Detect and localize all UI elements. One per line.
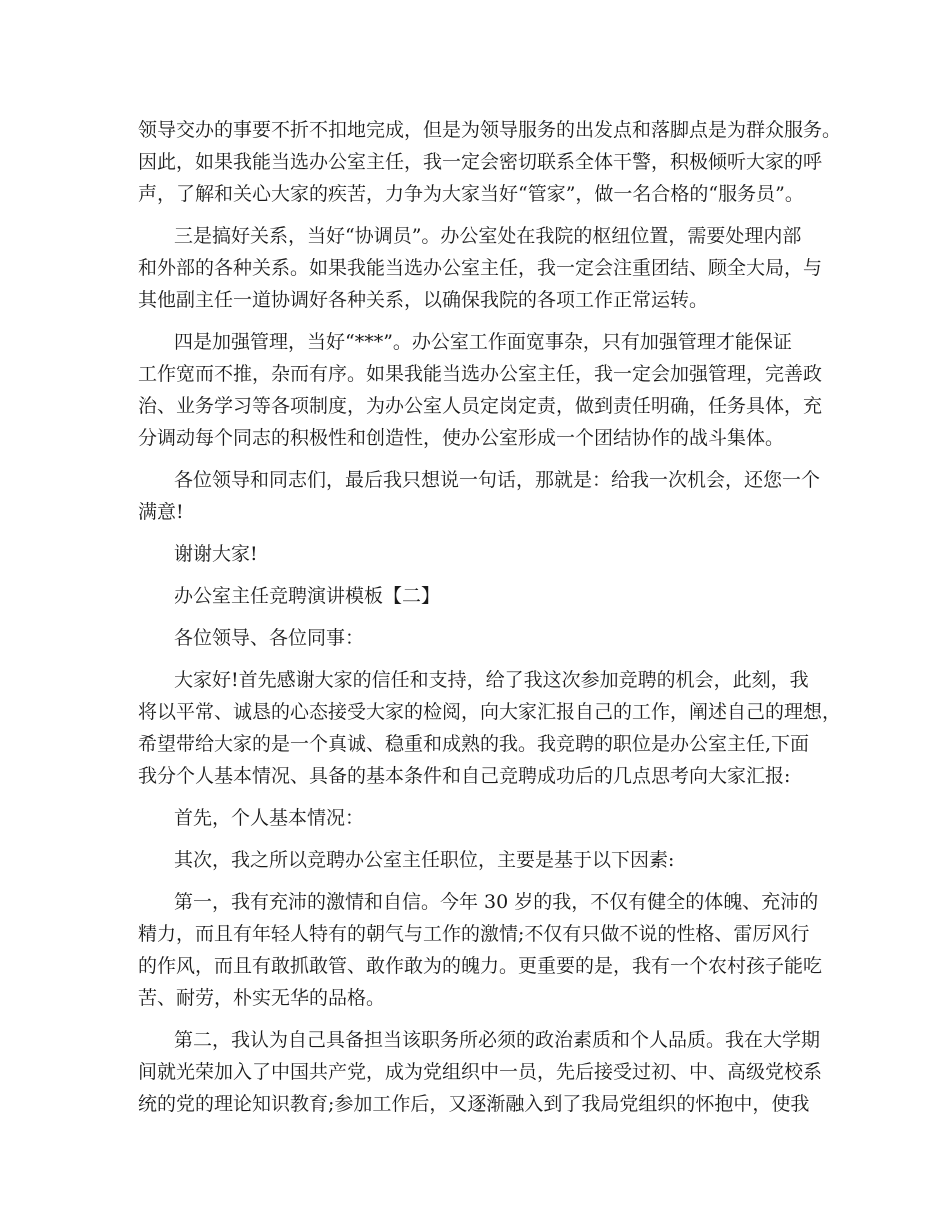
text-line: 大家好!首先感谢大家的信任和支持，给了我这次参加竞聘的机会，此刻，我	[174, 669, 809, 691]
text-line: 首先，个人基本情况：	[174, 807, 365, 829]
text-line: 和外部的各种关系。如果我能当选办公室主任，我一定会注重团结、顾全大局，与	[138, 257, 823, 279]
paragraph	[138, 326, 828, 454]
text-line: 三是搞好关系，当好“协调员”。办公室处在我院的枢纽位置，需要处理内部	[174, 225, 802, 247]
paragraph	[138, 802, 828, 834]
text-line: 第二，我认为自己具备担当该职务所必须的政治素质和个人品质。我在大学期	[174, 1029, 821, 1051]
text-line: 治、业务学习等各项制度，为办公室人员定岗定责，做到责任明确，任务具体，充	[138, 395, 823, 417]
text-line: 因此，如果我能当选办公室主任，我一定会密切联系全体干警，积极倾听大家的呼	[138, 151, 823, 173]
text-line: 各位领导和同志们，最后我只想说一句话，那就是：给我一次机会，还您一个	[174, 469, 821, 491]
paragraph	[138, 664, 842, 792]
text-line: 声，了解和关心大家的疾苦，力争为大家当好“管家”，做一名合格的“服务员”。	[138, 183, 804, 205]
paragraph	[138, 538, 828, 570]
paragraph	[138, 844, 828, 876]
text-line: 的作风，而且有敢抓敢管、敢作敢为的魄力。更重要的是，我有一个农村孩子能吃	[138, 955, 823, 977]
paragraph	[138, 1024, 828, 1120]
text-line: 其次，我之所以竞聘办公室主任职位，主要是基于以下因素:	[174, 849, 675, 871]
paragraph	[138, 464, 828, 528]
text-line: 满意!	[138, 501, 184, 523]
document-body	[138, 114, 842, 1120]
text-line: 办公室主任竞聘演讲模板【二】	[174, 585, 441, 607]
text-line: 统的党的理论知识教育;参加工作后，又逐渐融入到了我局党组织的怀抱中，使我	[138, 1093, 810, 1115]
text-line: 我分个人基本情况、具备的基本条件和自己竞聘成功后的几点思考向大家汇报:	[138, 765, 791, 787]
text-line: 希望带给大家的是一个真诚、稳重和成熟的我。我竞聘的职位是办公室主任,下面	[138, 733, 810, 755]
text-line: 第一，我有充沛的激情和自信。今年 30 岁的我，不仅有健全的体魄、充沛的	[174, 891, 819, 913]
paragraph	[138, 220, 828, 316]
paragraph	[138, 886, 828, 1014]
text-line: 领导交办的事要不折不扣地完成，但是为领导服务的出发点和落脚点是为群众服务。	[138, 119, 842, 141]
text-line: 间就光荣加入了中国共产党，成为党组织中一员，先后接受过初、中、高级党校系	[138, 1061, 823, 1083]
text-line: 分调动每个同志的积极性和创造性，使办公室形成一个团结协作的战斗集体。	[138, 427, 785, 449]
section-heading	[138, 580, 828, 612]
text-line: 将以平常、诚恳的心态接受大家的检阅，向大家汇报自己的工作，阐述自己的理想，	[138, 701, 842, 723]
text-line: 四是加强管理，当好“***”。办公室工作面宽事杂，只有加强管理才能保证	[174, 331, 792, 353]
text-line: 工作宽而不推，杂而有序。如果我能当选办公室主任，我一定会加强管理，完善政	[138, 363, 823, 385]
text-line: 各位领导、各位同事：	[174, 627, 365, 649]
salutation	[138, 622, 828, 654]
paragraph	[138, 114, 842, 210]
text-line: 苦、耐劳，朴实无华的品格。	[138, 987, 386, 1009]
text-line: 精力，而且有年轻人特有的朝气与工作的激情;不仅有只做不说的性格、雷厉风行	[138, 923, 810, 945]
text-line: 谢谢大家!	[174, 543, 258, 565]
text-line: 其他副主任一道协调好各种关系，以确保我院的各项工作正常运转。	[138, 289, 709, 311]
